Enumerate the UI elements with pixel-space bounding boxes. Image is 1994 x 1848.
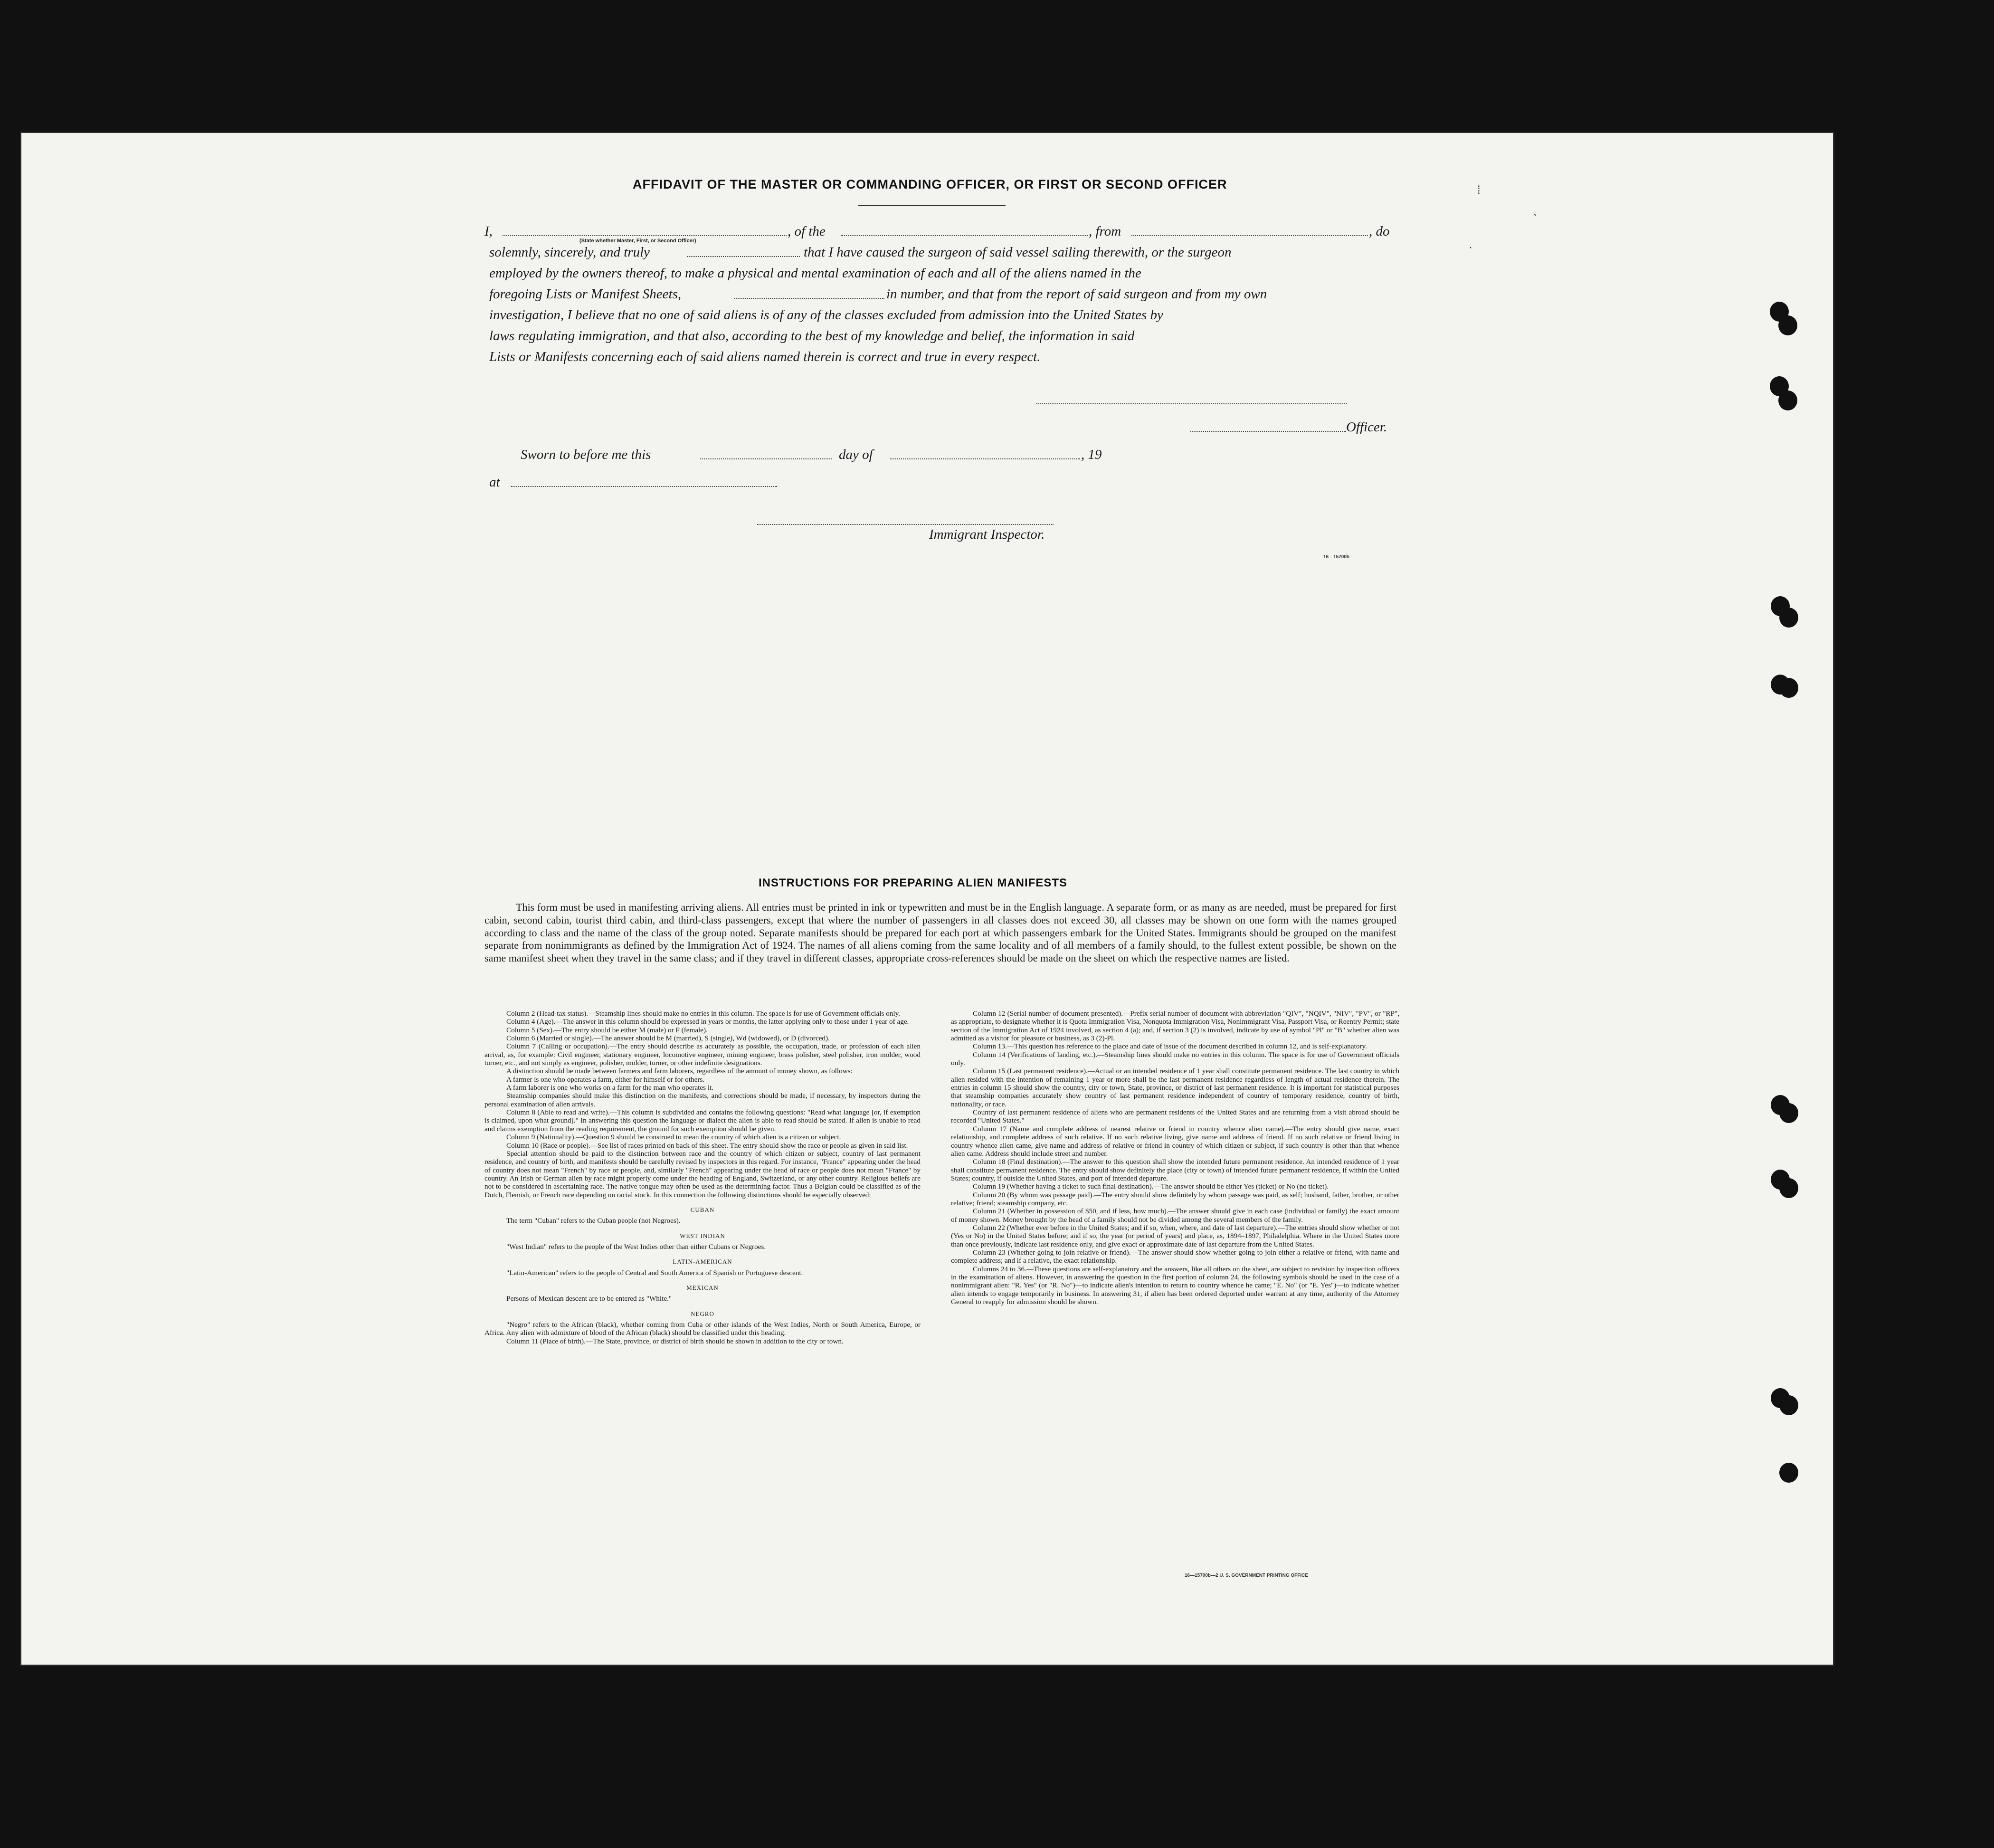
negro-heading: NEGRO: [691, 1310, 714, 1317]
west-indian-heading: WEST INDIAN: [680, 1232, 725, 1239]
affidavit-i: I,: [484, 224, 493, 239]
right-paragraph: Column 17 (Name and complete address of nearest relative or friend in country whence alien came).—The entry should give name, exact relationship, and complete address of such relative. If no such relative living, give name and address of friend. If no such relative or friend living in country whence alien came, give name and address of relative or friend in country of which citizen or subject, if such country is other than that whence alien came. Address should include street and number.: [951, 1124, 1399, 1158]
affidavit-solemnly: solemnly, sincerely, and truly: [489, 245, 650, 260]
officer-label: Officer.: [1346, 419, 1387, 435]
right-paragraph: Column 21 (Whether in possession of $50, and if less, how much).—The answer should give in each case (individual or family) the exact amount of money shown. Money brought by the head of a family should not be divided among the several members of the family.: [951, 1207, 1399, 1224]
right-paragraph: Column 15 (Last permanent residence).—Actual or an intended residence of 1 year shall constitute permanent residence. The last country in which alien resided with the intention of remaining 1 year or more shall be the last permanent residence regardless of length of actual residence therein. The entries in column 15 should show the country, city or town, State, province, or district of last permanent residence. It is important for statistical purposes that steamship companies accurately show country of last permanent residence independent of country of temporary residence, country of birth, nationality, or race.: [951, 1067, 1399, 1108]
sworn-day-field[interactable]: [700, 458, 832, 459]
instructions-left-column: [484, 1010, 921, 1345]
left-paragraph: Special attention should be paid to the distinction between race and the country of which citizen or subject, country of last permanent residence, and country of birth, and manifests should be carefully revised by inspectors in this regard. For instance, "France" appearing under the head of country does not mean "French" by race or people, and, similarly "French" appearing under the head of race or people does not mean "France" by country. An Irish or German alien by race might properly come under the heading of England, Switzerland, or any other country. Religious beliefs are not to be considered in ascertaining race. The native tongue may often be used as the determining factor. Thus a Belgian could be classified as of the Dutch, Flemish, or French race depending on racial stock. In this connection the following distinctions should be especially observed:: [484, 1149, 921, 1199]
negro-text: "Negro" refers to the African (black), whether coming from Cuba or other islands of the West Indies, North or South America, Europe, or Africa. Any alien with admixture of blood of the African (black) should be classified under this heading.: [484, 1321, 921, 1337]
left-paragraph: A distinction should be made between farmers and farm laborers, regardless of the amount of money shown, as follows:: [506, 1067, 853, 1076]
right-paragraph: Column 20 (By whom was passage paid).—The entry should show definitely by whom passage was paid, as self; husband, father, brother, or other relative; friend; steamship company, etc.: [951, 1191, 1399, 1207]
affidavit-in-number: in number, and that from the report of said surgeon and from my own: [886, 286, 1267, 302]
left-paragraph: Column 2 (Head-tax status).—Steamship lines should make no entries in this column. The space is for use of Government officials only.: [506, 1010, 900, 1018]
affidavit-line-6: laws regulating immigration, and that also, according to the best of my knowledge and belief, the information in said: [489, 328, 1135, 343]
punch-hole: [1779, 1395, 1798, 1415]
sheet-count-field[interactable]: [734, 298, 884, 299]
cuban-text: The term "Cuban" refers to the Cuban people (not Negroes).: [506, 1217, 681, 1225]
right-paragraph: Column 13.—This question has reference to the place and date of issue of the document described in column 12, and is self-explanatory.: [973, 1042, 1367, 1051]
state-officer-note: (State whether Master, First, or Second Officer): [579, 238, 696, 244]
printing-office-footer: 16—15700b—2 U. S. GOVERNMENT PRINTING OFFICE: [1185, 1573, 1309, 1578]
affidavit-line-5: investigation, I believe that no one of said aliens is of any of the classes excluded from admission into the United States by: [489, 307, 1163, 323]
affidavit-from: , from: [1089, 224, 1121, 239]
left-paragraph: A farm laborer is one who works on a farm for the man who operates it.: [506, 1084, 714, 1092]
title-rule: [858, 205, 1006, 206]
officer-signature-line[interactable]: [1036, 403, 1347, 404]
affidavit-foregoing: foregoing Lists or Manifest Sheets,: [489, 286, 682, 302]
sworn-label: Sworn to before me this: [521, 447, 651, 462]
right-paragraph: Column 22 (Whether ever before in the United States; and if so, when, where, and date of last departure).—The entries should show whether or not (Yes or No) in the United States before; and if so, the year (or period of years) and place, as, 1894–1897, Philadelphia. Where in the United States more than once previously, indicate last residence only, and give exact or approximate date of last departure from the United States.: [951, 1223, 1399, 1248]
stray-pencil-mark: ·: [1469, 241, 1472, 254]
port-from-field[interactable]: [1131, 235, 1368, 236]
right-paragraph: Column 12 (Serial number of document presented).—Prefix serial number of document with abbreviation "QIV", "NQIV", "NIV", "PV", or "RP", as appropriate, to designate whether it is Quota Immigration Visa, Nonquota Immigration Visa, Nonimmigrant Visa, Passport Visa, or Reentry Permit; state section of the Immigration Act of 1924 involved, as section 4 (a); and, if section 3 (2) is involved, indicate by use of symbol "Pl" or "B" whether alien was admitted as a visitor for pleasure or business, as 3 (2)-Pl.: [951, 1010, 1399, 1043]
punch-hole: [1779, 678, 1798, 698]
west-indian-text: "West Indian" refers to the people of the West Indies other than either Cubans or Negroes.: [506, 1242, 766, 1251]
left-paragraph: Steamship companies should make this distinction on the manifests, and corrections should be made, if necessary, by inspectors during the personal examination of alien arrivals.: [484, 1092, 921, 1108]
punch-hole: [1779, 1178, 1798, 1198]
cuban-heading: CUBAN: [690, 1206, 715, 1213]
sworn-place-field[interactable]: [511, 486, 777, 487]
right-paragraph: Column 18 (Final destination).—The answer to this question shall show the intended future permanent residence. An intended residence of 1 year shall constitute permanent residence. The entry should show definitely the place (city or town) of intended future permanent residence, if within the United States; country, if outside the United States, and port of intended departure.: [951, 1158, 1399, 1182]
punch-hole: [1778, 315, 1797, 335]
punch-hole: [1779, 608, 1798, 628]
left-paragraph: Column 4 (Age).—The answer in this column should be expressed in years or months, the latter applying only to those under 1 year of age.: [506, 1018, 909, 1026]
sworn-month-field[interactable]: [890, 458, 1080, 459]
left-paragraph: Column 7 (Calling or occupation).—The entry should describe as accurately as possible, the occupation, trade, or profession of each alien arrival, as, for example: Civil engineer, stationary engineer, locomotive engineer, mining engineer, brass polisher, steel polisher, iron molder, wood turner, etc., and not simply as engineer, polisher, molder, turner, or other indefinite designations.: [484, 1042, 921, 1067]
column-11-text: Column 11 (Place of birth).—The State, province, or district of birth should be shown in addition to the city or town.: [506, 1337, 844, 1345]
right-paragraph: Columns 24 to 36.—These questions are self-explanatory and the answers, like all others on the sheet, are subject to revision by inspection officers in the examination of aliens. However, in answering the question in the first portion of column 24, the following symbols should be used in the case of a nonimmigrant alien: "R. Yes" (or "R. No")—to indicate alien's intention to return to country whence he came; "E. No" (or "E. Yes")—to indicate whether alien intends to engage temporarily in business. In answering 31, if alien has been ordered deported under warrant at any time, authority of the Attorney General to reapply for admission should be shown.: [951, 1265, 1399, 1306]
vessel-name-field[interactable]: [841, 235, 1088, 236]
officer-signature-line-2[interactable]: [1190, 431, 1346, 432]
left-paragraph: Column 10 (Race or people).—See list of races printed on back of this sheet. The entry should show the race or people as given in said list.: [506, 1141, 908, 1150]
stray-pencil-mark: ˋ: [1533, 212, 1537, 225]
instructions-right-column: [951, 1010, 1399, 1306]
year-label: , 19: [1081, 447, 1102, 462]
inspector-label: Immigrant Inspector.: [929, 527, 1045, 542]
affidavit-do: , do: [1369, 224, 1390, 239]
stray-pencil-mark: ⁞: [1477, 184, 1481, 197]
at-label: at: [489, 475, 500, 490]
left-paragraph: A farmer is one who operates a farm, either for himself or for others.: [506, 1075, 705, 1084]
instructions-title: INSTRUCTIONS FOR PREPARING ALIEN MANIFESTS: [759, 876, 1068, 889]
punch-hole: [1779, 1463, 1798, 1483]
officer-rank-field[interactable]: [503, 235, 787, 236]
affidavit-of-the: , of the: [788, 224, 826, 239]
right-paragraph: Column 23 (Whether going to join relative or friend).—The answer should show whether going to join either a relative or friend, with name and complete address; and if a relative, the exact relationship.: [951, 1248, 1399, 1265]
right-paragraph: Country of last permanent residence of aliens who are permanent residents of the United States and are returning from a visit abroad should be recorded "United States.": [951, 1108, 1399, 1125]
right-paragraph: Column 14 (Verifications of landing, etc.).—Steamship lines should make no entries in this column. The space is for use of Government officials only.: [951, 1050, 1399, 1067]
affidavit-surgeon-clause: that I have caused the surgeon of said vessel sailing therewith, or the surgeon: [804, 245, 1232, 260]
manifest-sheet: [20, 132, 1834, 1666]
left-paragraph: Column 8 (Able to read and write).—This column is subdivided and contains the following questions: "Read what language [or, if exemption is claimed, upon what ground]." In answering this question the language or dialect the alien is able to read should be stated. If alien is unable to read and claims exemption from the reading requirement, the ground for such exemption should be given.: [484, 1108, 921, 1133]
left-paragraph: Column 9 (Nationality).—Question 9 should be construed to mean the country of which alien is a citizen or subject.: [506, 1133, 841, 1142]
affidavit-line-7: Lists or Manifests concerning each of said aliens named therein is correct and true in every respect.: [489, 349, 1041, 364]
form-number: 16—15700b: [1323, 554, 1350, 560]
punch-hole: [1778, 391, 1797, 410]
vessel-name-field-2[interactable]: [687, 256, 800, 257]
left-paragraph: Column 5 (Sex).—The entry should be either M (male) or F (female).: [506, 1026, 708, 1034]
affidavit-line-3: employed by the owners thereof, to make a physical and mental examination of each and all of the aliens named in the: [489, 266, 1141, 281]
left-paragraph: Column 6 (Married or single).—The answer should be M (married), S (single), Wd (widowed), or D (divorced).: [506, 1034, 830, 1043]
punch-hole: [1779, 1103, 1798, 1123]
instructions-intro: This form must be used in manifesting arriving aliens. All entries must be printed in ink or typewritten and must be in the English language. A separate form, or as many as are needed, must be prepared for first cabin, second cabin, tourist third cabin, and third-class passengers, except that where the number of passengers in all classes does not exceed 30, all classes may be shown on one form with the names grouped according to class and the name of the class of the group noted. Separate manifests should be prepared for each port at which passengers embark for the United States. Immigrants should be grouped on the manifest separate from nonimmigrants as defined by the Immigration Act of 1924. The names of all aliens coming from the same locality and of all members of a family should, to the fullest extent possible, be shown on the same manifest sheet when they travel in the same class; and if they travel in different classes, appropriate cross-references should be made on the sheet on which the respective names are listed.: [484, 901, 1396, 964]
day-of-label: day of: [839, 447, 873, 462]
inspector-signature-line[interactable]: [757, 524, 1054, 525]
mexican-heading: MEXICAN: [686, 1284, 719, 1291]
latin-american-heading: LATIN-AMERICAN: [673, 1258, 732, 1266]
latin-american-text: "Latin-American" refers to the people of Central and South America of Spanish or Portuguese descent.: [506, 1268, 803, 1277]
affidavit-title: AFFIDAVIT OF THE MASTER OR COMMANDING OFFICER, OR FIRST OR SECOND OFFICER: [633, 177, 1227, 191]
right-paragraph: Column 19 (Whether having a ticket to such final destination).—The answer should be either Yes (ticket) or No (no ticket).: [973, 1182, 1329, 1191]
mexican-text: Persons of Mexican descent are to be entered as "White.": [506, 1295, 672, 1303]
